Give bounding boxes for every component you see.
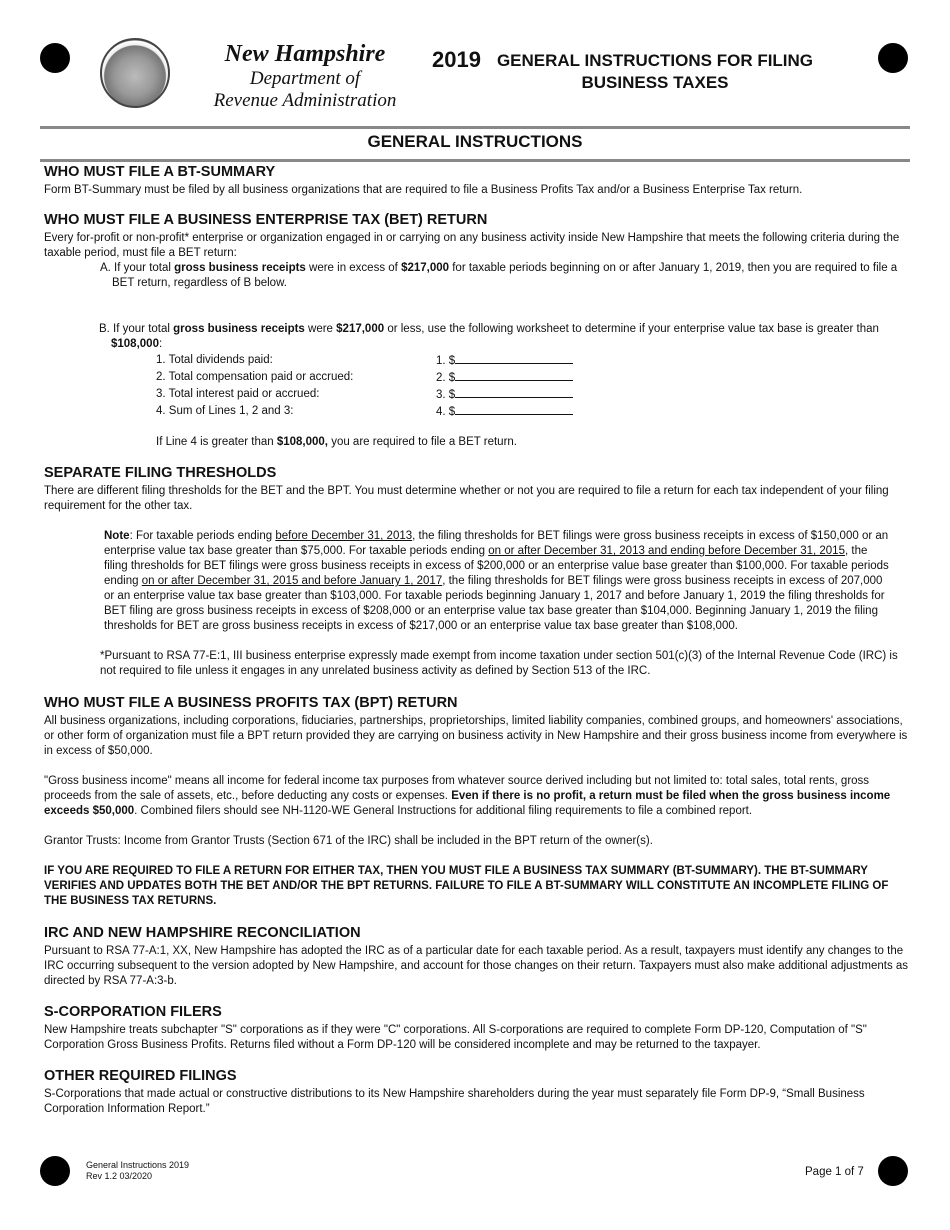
note-label: Note (104, 530, 130, 542)
line4-post: you are required to file a BET return. (328, 436, 517, 448)
exemption-footnote: *Pursuant to RSA 77-E:1, III business enterprise expressly made exempt from income taxation under section 501(c)(3) of the Internal Revenue Code (IRC) is not required to file unless it engages in any unrelated business activity as defined by Section 513 of the IRC. (100, 650, 898, 677)
worksheet-table (156, 352, 573, 420)
section-title: GENERAL INSTRUCTIONS (367, 132, 583, 151)
registration-mark-top-left (40, 43, 70, 73)
worksheet-row (156, 369, 573, 386)
worksheet-label: 1. Total dividends paid: (156, 354, 273, 366)
worksheet-blank[interactable] (455, 386, 573, 398)
bet-b-post: : (158, 338, 163, 350)
note-part1: : For taxable periods ending (129, 530, 276, 542)
footer-form-info (86, 1160, 189, 1182)
bet-criterion-b (99, 322, 910, 352)
thresholds-heading: SEPARATE FILING THRESHOLDS (44, 465, 277, 481)
section-divider (40, 159, 910, 162)
other-filings-heading: OTHER REQUIRED FILINGS (44, 1068, 237, 1084)
line4-rule (156, 435, 910, 450)
bt-summary-text: Form BT-Summary must be filed by all business organizations that are required to file a Business Profits Tax and/or a Business Enterprise Tax return. (44, 184, 803, 196)
note-part4: , the filing thresholds for BET filings were gross business receipts in excess of 207,000 or an enterprise value tax base greater than $103,000. For taxable periods beginning January 1, 2017 and before January 1, 2019 the filing thresholds for BET filing are gross business receipts in excess of $208,000 or an enterprise value tax base greater than $104,000. Beginning January 1, 2019 the filing thresholds for BET are gross business receipts in excess of $217,000 or an enterprise value tax base greater than $108,000. (104, 575, 885, 632)
worksheet-label: 2. Total compensation paid or accrued: (156, 371, 354, 383)
irc-heading: IRC AND NEW HAMPSHIRE RECONCILIATION (44, 925, 361, 941)
note-part2: , the filing thresholds for BET filings were gross business receipts in excess of $150,000 or an enterprise value tax base greater than $75,000. For taxable periods ending (104, 530, 889, 557)
line4-pre: If Line 4 is greater than (156, 436, 277, 448)
state-seal-icon (100, 38, 170, 108)
thresholds-note (104, 529, 890, 634)
note-underline3: on or after December 31, 2015 and before January 1, 2017 (141, 575, 443, 587)
other-filings-text: S-Corporations that made actual or constructive distributions to its New Hampshire shareholders during the year must separately file Form DP-9, “Small Business Corporation Information Report.” (44, 1088, 865, 1115)
grantor-trusts-text: Grantor Trusts: Income from Grantor Trusts (Section 671 of the IRC) shall be included in the BPT return of the owner(s). (44, 835, 653, 847)
thresholds-text: There are different filing thresholds for the BET and the BPT. You must determine whether or not you are required to file a return for each tax independent of your filing requirement for the other tax. (44, 485, 889, 512)
bet-a-pre: A. If your total (100, 262, 175, 274)
registration-mark-bottom-left (40, 1156, 70, 1186)
worksheet-line[interactable] (436, 386, 573, 403)
document-title-line2: BUSINESS TAXES (581, 73, 729, 92)
bet-a-bold1: gross business receipts (174, 262, 306, 274)
worksheet-row (156, 352, 573, 369)
bet-a-mid: were in excess of (305, 262, 402, 274)
bet-b-bold3: $108,000 (111, 338, 159, 350)
note-underline1: before December 31, 2013 (275, 530, 413, 542)
worksheet-line-number: 2. $ (436, 372, 456, 384)
note-underline2: on or after December 31, 2013 and ending before December 31, 2015 (488, 545, 845, 557)
worksheet-line-number: 1. $ (436, 355, 456, 367)
bpt-text2 (44, 774, 910, 819)
agency-name (190, 40, 420, 112)
agency-line1: New Hampshire (224, 41, 386, 67)
bet-a-post: for taxable periods beginning on or after January 1, 2019, then you are required to file a BET return, regardless of B below. (112, 262, 898, 289)
worksheet-blank[interactable] (455, 403, 573, 415)
bpt-text1: All business organizations, including corporations, fiduciaries, partnerships, proprietorships, limited liability companies, combined groups, and homeowners' associations, or other form of organization must file a BPT return provided they are carrying on business activity in New Hampshire and their gross business income from everywhere is in excess of $50,000. (44, 715, 908, 757)
worksheet-blank[interactable] (455, 369, 573, 381)
registration-mark-top-right (878, 43, 908, 73)
irc-text: Pursuant to RSA 77-A:1, XX, New Hampshire has adopted the IRC as of a particular date for each taxable period. As a result, taxpayers must identify any changes to the IRC occurring subsequent to the version adopted by New Hampshire, and account for those changes on their return. Taxpayers must also make additional adjustments as directed by RSA 77-A:3-b. (44, 945, 909, 987)
bet-b-pre: B. If your total (99, 323, 174, 335)
agency-line2: Department of (249, 68, 361, 89)
scorp-text: New Hampshire treats subchapter "S" corporations as if they were "C" corporations. All S-corporations are required to complete Form DP-120, Computation of "S" Corporation Gross Business Profits. Returns filed without a Form DP-120 will be considered incomplete and may be returned to the taxpayer. (44, 1024, 867, 1051)
bpt-text2-bold: Even if there is no profit, a return must be filed when the gross business income exceeds $50,000 (44, 790, 891, 817)
bet-heading: WHO MUST FILE A BUSINESS ENTERPRISE TAX (BET) RETURN (44, 212, 488, 228)
worksheet-line-number: 4. $ (436, 406, 456, 418)
tax-year: 2019 (432, 47, 481, 72)
worksheet-line[interactable] (436, 369, 573, 386)
document-title (495, 50, 815, 94)
page-number: Page 1 of 7 (805, 1166, 864, 1178)
document-body (44, 163, 910, 1117)
document-title-line1: GENERAL INSTRUCTIONS FOR FILING (496, 51, 814, 70)
worksheet-row (156, 403, 573, 420)
worksheet-label: 4. Sum of Lines 1, 2 and 3: (156, 405, 294, 417)
bet-b-bold2: $217,000 (336, 323, 385, 335)
scorp-heading: S-CORPORATION FILERS (44, 1004, 222, 1020)
bpt-text2-pre: "Gross business income" means all income for federal income tax purposes from whatever source derived including but not limited to: total sales, total rents, gross proceeds from the sale of assets, etc., before deducting any costs or expenses. (44, 775, 870, 802)
registration-mark-bottom-right (878, 1156, 908, 1186)
line4-bold: $108,000, (276, 436, 328, 448)
bet-b-bold1: gross business receipts (173, 323, 305, 335)
bet-a-bold2: $217,000 (401, 262, 450, 274)
worksheet-line-number: 3. $ (436, 389, 456, 401)
footer-form-name: General Instructions 2019 (86, 1160, 190, 1170)
bt-summary-requirement: IF YOU ARE REQUIRED TO FILE A RETURN FOR EITHER TAX, THEN YOU MUST FILE A BUSINESS TAX SUMMARY (BT-SUMMARY). THE BT-SUMMARY VERIFIES AND UPDATES BOTH THE BET AND/OR THE BPT RETURNS. FAILURE TO FILE A BT-SUMMARY WILL CONSTITUTE AN INCOMPLETE FILING OF THE BUSINESS TAX RETURNS. (44, 865, 889, 907)
bpt-heading: WHO MUST FILE A BUSINESS PROFITS TAX (BPT) RETURN (44, 695, 458, 711)
worksheet-line[interactable] (436, 352, 573, 369)
bpt-text2-post: . Combined filers should see NH-1120-WE General Instructions for additional filing requirements to file a combined report. (134, 805, 753, 817)
worksheet-line[interactable] (436, 403, 573, 420)
worksheet-row (156, 386, 573, 403)
header-divider (40, 126, 910, 129)
bet-b-mid2: or less, use the following worksheet to determine if your enterprise value tax base is greater than (384, 323, 879, 335)
worksheet-blank[interactable] (455, 352, 573, 364)
agency-line3: Revenue Administration (213, 90, 397, 111)
bt-summary-heading: WHO MUST FILE A BT-SUMMARY (44, 164, 276, 180)
bet-intro: Every for-profit or non-profit* enterprise or organization engaged in or carrying on any business activity inside New Hampshire that meets the following criteria during the taxable period, must file a BET return: (44, 232, 900, 259)
worksheet-label: 3. Total interest paid or accrued: (156, 388, 320, 400)
footer-revision: Rev 1.2 03/2020 (86, 1171, 153, 1181)
bet-criterion-a (100, 261, 910, 291)
note-part3: , the filing thresholds for BET filings were gross business receipts in excess of $200,000 or an enterprise value base greater than $100,000. For taxable periods ending (104, 545, 889, 587)
bet-b-mid1: were (304, 323, 337, 335)
